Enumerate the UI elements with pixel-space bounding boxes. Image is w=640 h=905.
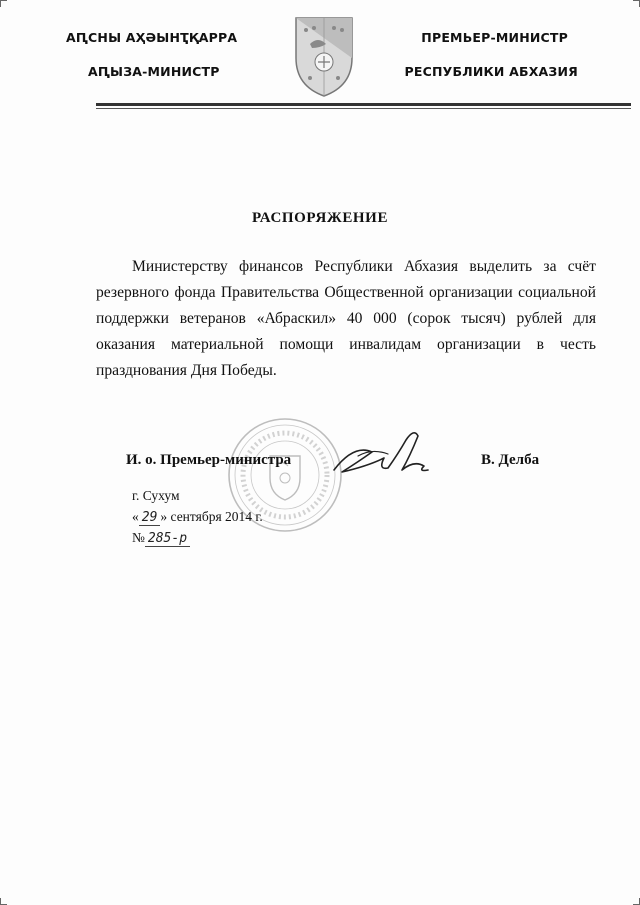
document-body: Министерству финансов Республики Абхазия выделить за счёт резервного фонда Правительства Общественной организации социальной поддержки ветеранов «Абраскил» 40 000 (сорок тысяч) рублей для оказания материальной помощи инвалидам организации в честь празднования Дня Победы. — [96, 258, 596, 379]
page-corner-mark — [0, 0, 7, 7]
handwritten-signature-icon — [328, 426, 440, 486]
header-divider-thick — [96, 103, 631, 106]
issue-date — [132, 509, 263, 525]
date-rest: » сентября 2014 г. — [160, 509, 263, 524]
document-number — [132, 530, 190, 546]
coat-of-arms-icon — [292, 14, 356, 98]
header-right-title: ПРЕМЬЕР-МИНИСТР — [421, 30, 568, 45]
page-corner-mark — [633, 0, 640, 7]
signatory-role: И. о. Премьер-министра — [126, 452, 292, 468]
number-handwritten: 285-р — [145, 531, 190, 547]
header-right-subtitle: РЕСПУБЛИКИ АБХАЗИЯ — [404, 64, 578, 79]
number-prefix: № — [132, 530, 145, 545]
header-divider-thin — [96, 108, 631, 109]
date-day-handwritten: 29 — [139, 510, 161, 526]
date-open-quote: « — [132, 509, 139, 524]
signatory-name: В. Делба — [481, 452, 540, 468]
document-title: РАСПОРЯЖЕНИЕ — [251, 210, 389, 226]
header-left-subtitle: АԤЫЗА-МИНИСТР — [88, 64, 220, 79]
header-left-title: АԤСНЫ АҲӘЫНҬҚАРРА — [66, 30, 238, 45]
issue-city: г. Сухум — [132, 488, 180, 503]
page-corner-mark — [633, 898, 640, 905]
page-corner-mark — [0, 898, 7, 905]
